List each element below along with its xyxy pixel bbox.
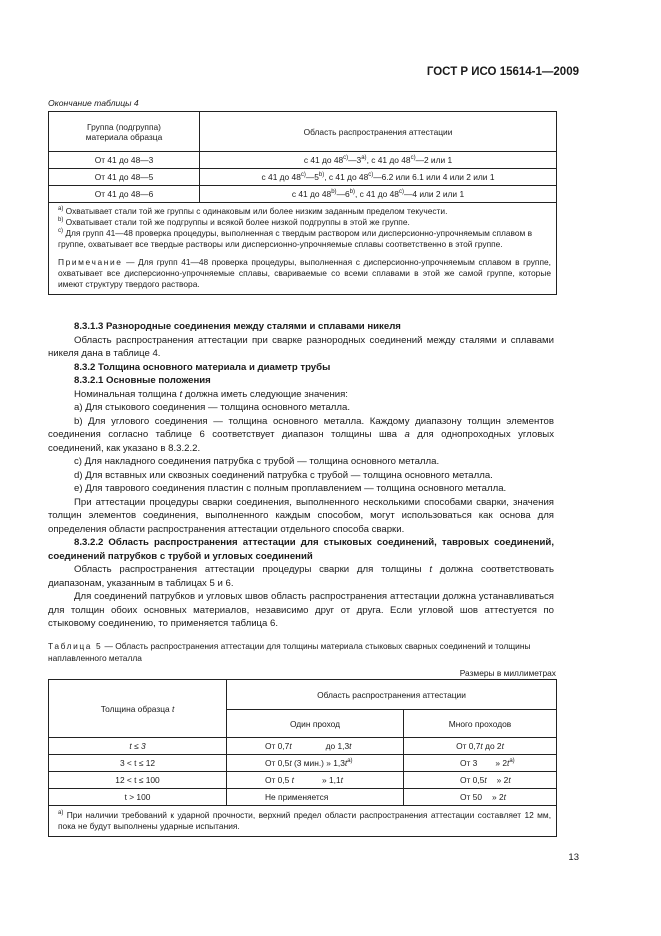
heading-8-3-1-3: 8.3.1.3 Разнородные соединения между сталями и сплавами никеля (74, 321, 401, 332)
page-number: 13 (568, 852, 579, 863)
footnote-b: $^{b)}$ Охватывает стали той же подгруппы и всякой более низкой подгруппы в этой же группе. (58, 217, 410, 227)
list-item: b) Для углового соединения — толщина основного металла. Каждому диапазону толщин элементов соединения согласно таблице 6 соответствует диапазон толщины шва а для однопроходных угловых соединений, как указано в 8.3.2.2. (48, 415, 554, 454)
table5-units: Размеры в миллиметрах (459, 668, 556, 678)
list-item: d) Для вставных или сквозных соединений патрубка с трубой — толщина основного металла. (74, 469, 493, 481)
list-item: а) Для стыкового соединения — толщина основного металла. (74, 402, 351, 413)
table4-caption: Окончание таблицы 4 (48, 98, 139, 108)
heading-8-3-2-1: 8.3.2.1 Основные положения (74, 375, 211, 386)
table4 (48, 111, 557, 295)
table5-col-scope: Область распространения аттестации (227, 680, 557, 710)
table5-sub-single-pass: Один проход (227, 710, 404, 738)
paragraph: Номинальная толщина t должна иметь следующие значения: (74, 388, 348, 400)
table5-sub-multi-pass: Много проходов (404, 710, 557, 738)
heading-8-3-2-2: 8.3.2.2 Область распространения аттестации для стыковых соединений, тавровых соединений, соединений патрубков с трубой и угловых соединений (48, 537, 554, 562)
paragraph: При аттестации процедуры сварки соединения, выполненного несколькими способами сварки, значения толщин элементов соединения, выполненного каждым способом, могут использоваться как основа для определения области распространения аттестации отдельного способа сварки. (48, 496, 554, 535)
table-row: 3 < t ≤ 12 От 0,5t (3 мин.) » $1,3t^{a)}$ От 3 » $2t^{a)}$ (49, 755, 557, 772)
table5-footnote: $^{a)}$ При наличии требований к ударной прочности, верхний предел области распространения аттестации составляет 12 мм, пока не будут выполнены ударные испытания. (49, 806, 557, 837)
table4-footnotes (49, 203, 557, 295)
table-row: От 41 до 48—5 с 41 до 48$^{c)}$—5$^{b)}$, с 41 до 48$^{c)}$—6.2 или 6.1 или 4 или 2 или 1 (49, 169, 557, 186)
table5-col-thickness: Толщина образца t (49, 680, 227, 738)
paragraph: Для соединений патрубков и угловых швов область распространения аттестации должна устанавливаться для толщин обоих основных материалов, независимо друг от друга. Если угловой шов аттестуется по стыковому соединению, то применяется таблица 6. (48, 591, 554, 629)
table-row: t ≤ 3 От 0,7t до 1,3t От 0,7t до 2t (49, 738, 557, 755)
footnote-c: $^{c)}$ Для групп 41—48 проверка процедуры, выполненная с твердым раствором или дисперсионно-упрочняемым сплавом в группе, охватывает все твердые растворы или дисперсионно-упрочняемые сплавы соответственно в этой группе. (58, 228, 533, 249)
paragraph: Область распространения аттестации при сварке разнородных соединений между сталями и сплавами никеля дана в таблице 4. (48, 334, 554, 359)
table5-caption: Таблица 5 — Область распространения аттестации для толщины материала стыковых сварных соединений и толщины наплавленного металла (48, 641, 531, 663)
table5 (48, 679, 557, 837)
table-row: t > 100 Не применяется От 50 » 2t (49, 789, 557, 806)
table-row: От 41 до 48—3 с 41 до 48$^{c)}$—3$^{a)}$, с 41 до 48$^{c)}$—2 или 1 (49, 152, 557, 169)
table-row: 12 < t ≤ 100 От 0,5 t » 1,1t От 0,5t » 2t (49, 772, 557, 789)
table4-note: Примечание — Для групп 41—48 проверка процедуры, выполненная с дисперсионно-упрочняемым сплавом в группе, охватывает все дисперсионно-упрочняемые сплавы, свариваемые со всеми сплавами в этой же самой группе, которые имеют структуру твердого раствора. (58, 257, 551, 289)
list-item: e) Для таврового соединения пластин с полным проплавлением — толщина основного металла. (74, 483, 507, 494)
list-item: с) Для накладного соединения патрубка с трубой — толщина основного металла. (74, 456, 440, 467)
footnote-a: $^{a)}$ Охватывает стали той же группы с одинаковым или более низким заданным пределом текучести. (58, 206, 448, 216)
table4-col-group: Группа (подгруппа) материала образца (49, 112, 200, 152)
heading-8-3-2: 8.3.2 Толщина основного материала и диаметр трубы (74, 361, 331, 373)
body-text (48, 320, 554, 631)
document-header: ГОСТ Р ИСО 15614-1—2009 (426, 66, 579, 78)
paragraph: Область распространения аттестации процедуры сварки для толщины t должна соответствовать диапазонам, указанным в таблицах 5 и 6. (48, 564, 554, 589)
table-row: От 41 до 48—6 с 41 до 48$^{b)}$—6$^{b)}$, с 41 до 48$^{c)}$—4 или 2 или 1 (49, 186, 557, 203)
table4-col-scope: Область распространения аттестации (200, 112, 557, 152)
